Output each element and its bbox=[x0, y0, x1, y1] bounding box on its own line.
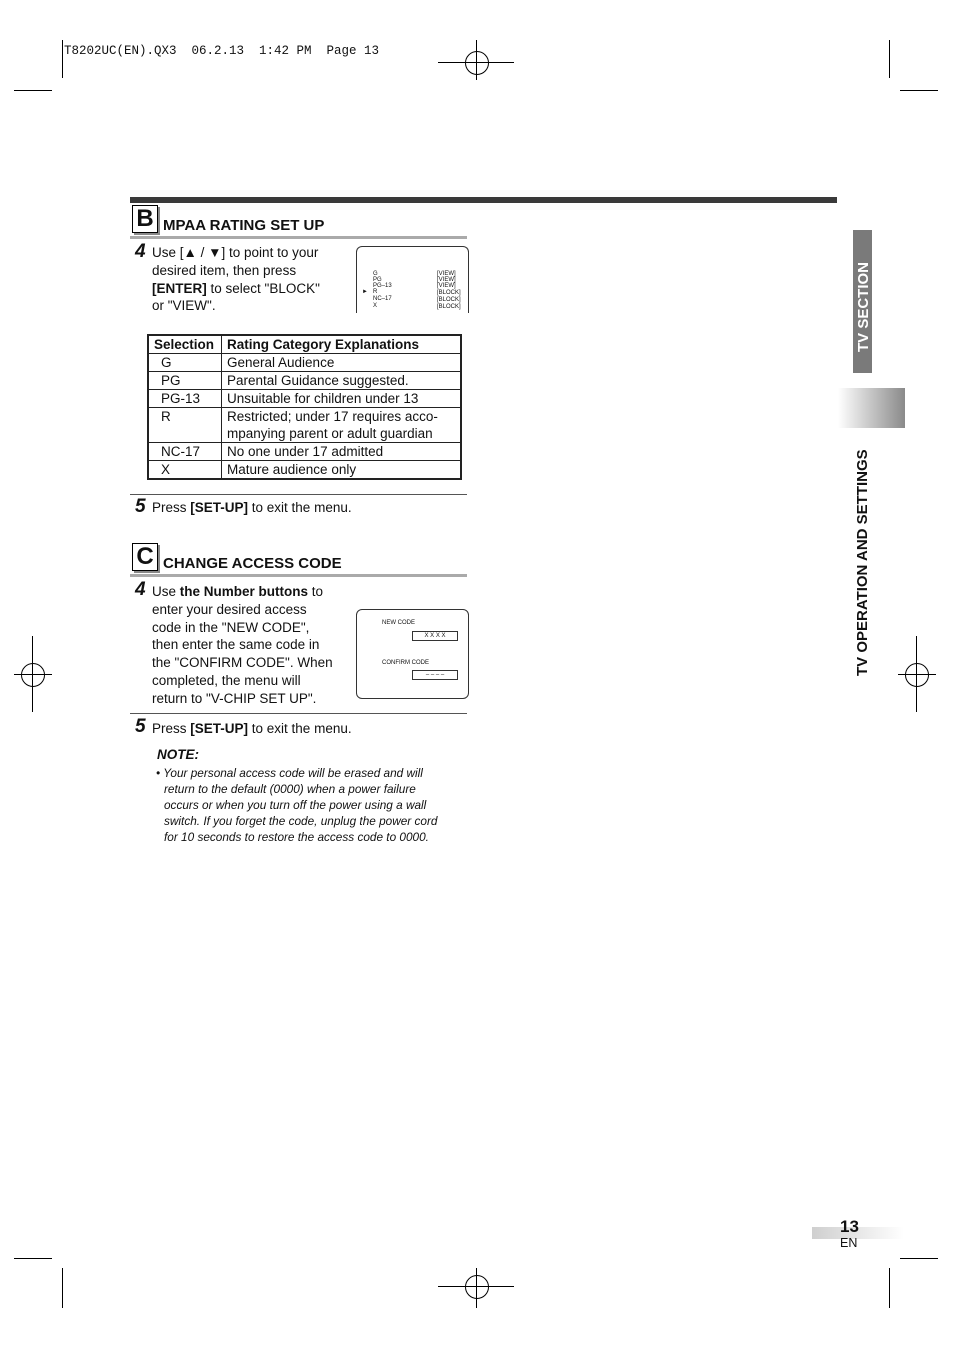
table-cell: Parental Guidance suggested. bbox=[222, 372, 462, 390]
section-c-rule bbox=[130, 574, 467, 577]
step-instructions: Press [SET-UP] to exit the menu. bbox=[152, 500, 352, 515]
instruction-line: Use [▲ / ▼] to point to your bbox=[152, 245, 319, 260]
table-cell: General Audience bbox=[222, 354, 462, 372]
new-code-field: X X X X bbox=[412, 631, 458, 641]
confirm-code-field: – – – – bbox=[412, 670, 458, 680]
side-tab-gradient bbox=[838, 388, 905, 428]
instruction-line: [ENTER] to select "BLOCK" bbox=[152, 280, 320, 296]
tv-section-label: TV SECTION bbox=[855, 261, 872, 352]
table-cell: G bbox=[148, 354, 222, 372]
step-number: 5 bbox=[135, 496, 146, 517]
note-line: occurs or when you turn off the power using a wall bbox=[164, 798, 427, 812]
rating-state: [VIEW] bbox=[437, 277, 456, 283]
page-number: 13 bbox=[840, 1217, 859, 1236]
instruction-line: completed, the menu will bbox=[152, 672, 301, 688]
rating-state: [BLOCK] bbox=[437, 304, 461, 310]
table-cell: PG-13 bbox=[148, 390, 222, 408]
table-cell: X bbox=[148, 461, 222, 480]
rating-label: R bbox=[373, 289, 378, 295]
instruction-line: or "VIEW". bbox=[152, 298, 216, 314]
note-line: for 10 seconds to restore the access code to 0000. bbox=[164, 830, 429, 844]
rating-label: X bbox=[373, 303, 378, 309]
table-cell: NC-17 bbox=[148, 443, 222, 461]
table-row bbox=[148, 408, 461, 443]
step-number: 4 bbox=[135, 241, 146, 262]
step-instructions bbox=[152, 244, 352, 315]
table-row bbox=[148, 443, 461, 461]
crop-mark bbox=[900, 90, 938, 91]
cursor-icon: ► bbox=[362, 289, 368, 295]
table-cell: R bbox=[148, 408, 222, 443]
instruction-line: return to "V-CHIP SET UP". bbox=[152, 690, 317, 706]
crop-mark bbox=[14, 1258, 52, 1259]
note-line: • Your personal access code will be erased and will bbox=[156, 766, 423, 780]
section-b-rule bbox=[130, 236, 467, 239]
instruction-line: enter your desired access bbox=[152, 601, 307, 617]
table-header-row bbox=[148, 335, 461, 354]
crop-mark bbox=[62, 40, 63, 78]
access-code-screen bbox=[356, 609, 469, 699]
crop-mark bbox=[889, 40, 890, 78]
note-title: NOTE: bbox=[157, 747, 199, 762]
section-c-title: CHANGE ACCESS CODE bbox=[163, 555, 342, 572]
instruction-line: the "CONFIRM CODE". When bbox=[152, 655, 333, 671]
divider bbox=[130, 713, 467, 714]
new-code-label: NEW CODE bbox=[382, 620, 415, 626]
table-cell: Restricted; under 17 requires acco- mpanying parent or adult guardian bbox=[222, 408, 462, 443]
table-cell: Unsuitable for children under 13 bbox=[222, 390, 462, 408]
rating-state: [BLOCK] bbox=[437, 297, 461, 303]
rating-label: G bbox=[373, 271, 378, 277]
rating-menu-screen bbox=[356, 246, 469, 313]
note-line: return to the default (0000) when a power failure bbox=[164, 782, 416, 796]
print-header: T8202UC(EN).QX3 06.2.13 1:42 PM Page 13 bbox=[64, 44, 380, 58]
down-arrow-icon: ▼ bbox=[208, 245, 222, 260]
step-number: 5 bbox=[135, 716, 146, 737]
step-instructions: Press [SET-UP] to exit the menu. bbox=[152, 721, 352, 736]
divider bbox=[130, 494, 467, 495]
rating-label: PG–13 bbox=[373, 283, 392, 289]
table-cell: PG bbox=[148, 372, 222, 390]
crop-mark bbox=[900, 1258, 938, 1259]
step-number: 4 bbox=[135, 579, 146, 600]
table-header: Rating Category Explanations bbox=[222, 335, 462, 354]
step-instructions bbox=[152, 583, 352, 708]
crop-mark bbox=[62, 1268, 63, 1308]
table-row bbox=[148, 372, 461, 390]
confirm-code-label: CONFIRM CODE bbox=[382, 660, 429, 666]
section-b-title: MPAA RATING SET UP bbox=[163, 217, 325, 234]
note-line: switch. If you forget the code, unplug the power cord bbox=[164, 814, 438, 828]
rating-label: PG bbox=[373, 277, 382, 283]
table-cell: Mature audience only bbox=[222, 461, 462, 480]
rating-label: NC–17 bbox=[373, 296, 392, 302]
rating-state: [BLOCK] bbox=[437, 290, 461, 296]
instruction-line: desired item, then press bbox=[152, 262, 297, 278]
table-row bbox=[148, 354, 461, 372]
up-arrow-icon: ▲ bbox=[183, 245, 197, 260]
rating-state: [VIEW] bbox=[437, 271, 456, 277]
crop-mark bbox=[14, 90, 52, 91]
section-b-letter: B bbox=[132, 205, 158, 233]
crop-mark bbox=[889, 1268, 890, 1308]
table-header: Selection bbox=[148, 335, 222, 354]
rating-table bbox=[147, 334, 462, 480]
table-row bbox=[148, 390, 461, 408]
page-language: EN bbox=[840, 1236, 858, 1250]
rating-state: [VIEW] bbox=[437, 283, 456, 289]
top-rule bbox=[130, 197, 837, 203]
instruction-line: then enter the same code in bbox=[152, 637, 320, 653]
instruction-line: Use the Number buttons to bbox=[152, 584, 324, 599]
table-cell: No one under 17 admitted bbox=[222, 443, 462, 461]
note-text bbox=[156, 765, 437, 845]
operation-section-label: TV OPERATION AND SETTINGS bbox=[854, 449, 871, 676]
section-c-letter: C bbox=[132, 543, 158, 571]
table-row bbox=[148, 461, 461, 480]
instruction-line: code in the "NEW CODE", bbox=[152, 619, 310, 635]
